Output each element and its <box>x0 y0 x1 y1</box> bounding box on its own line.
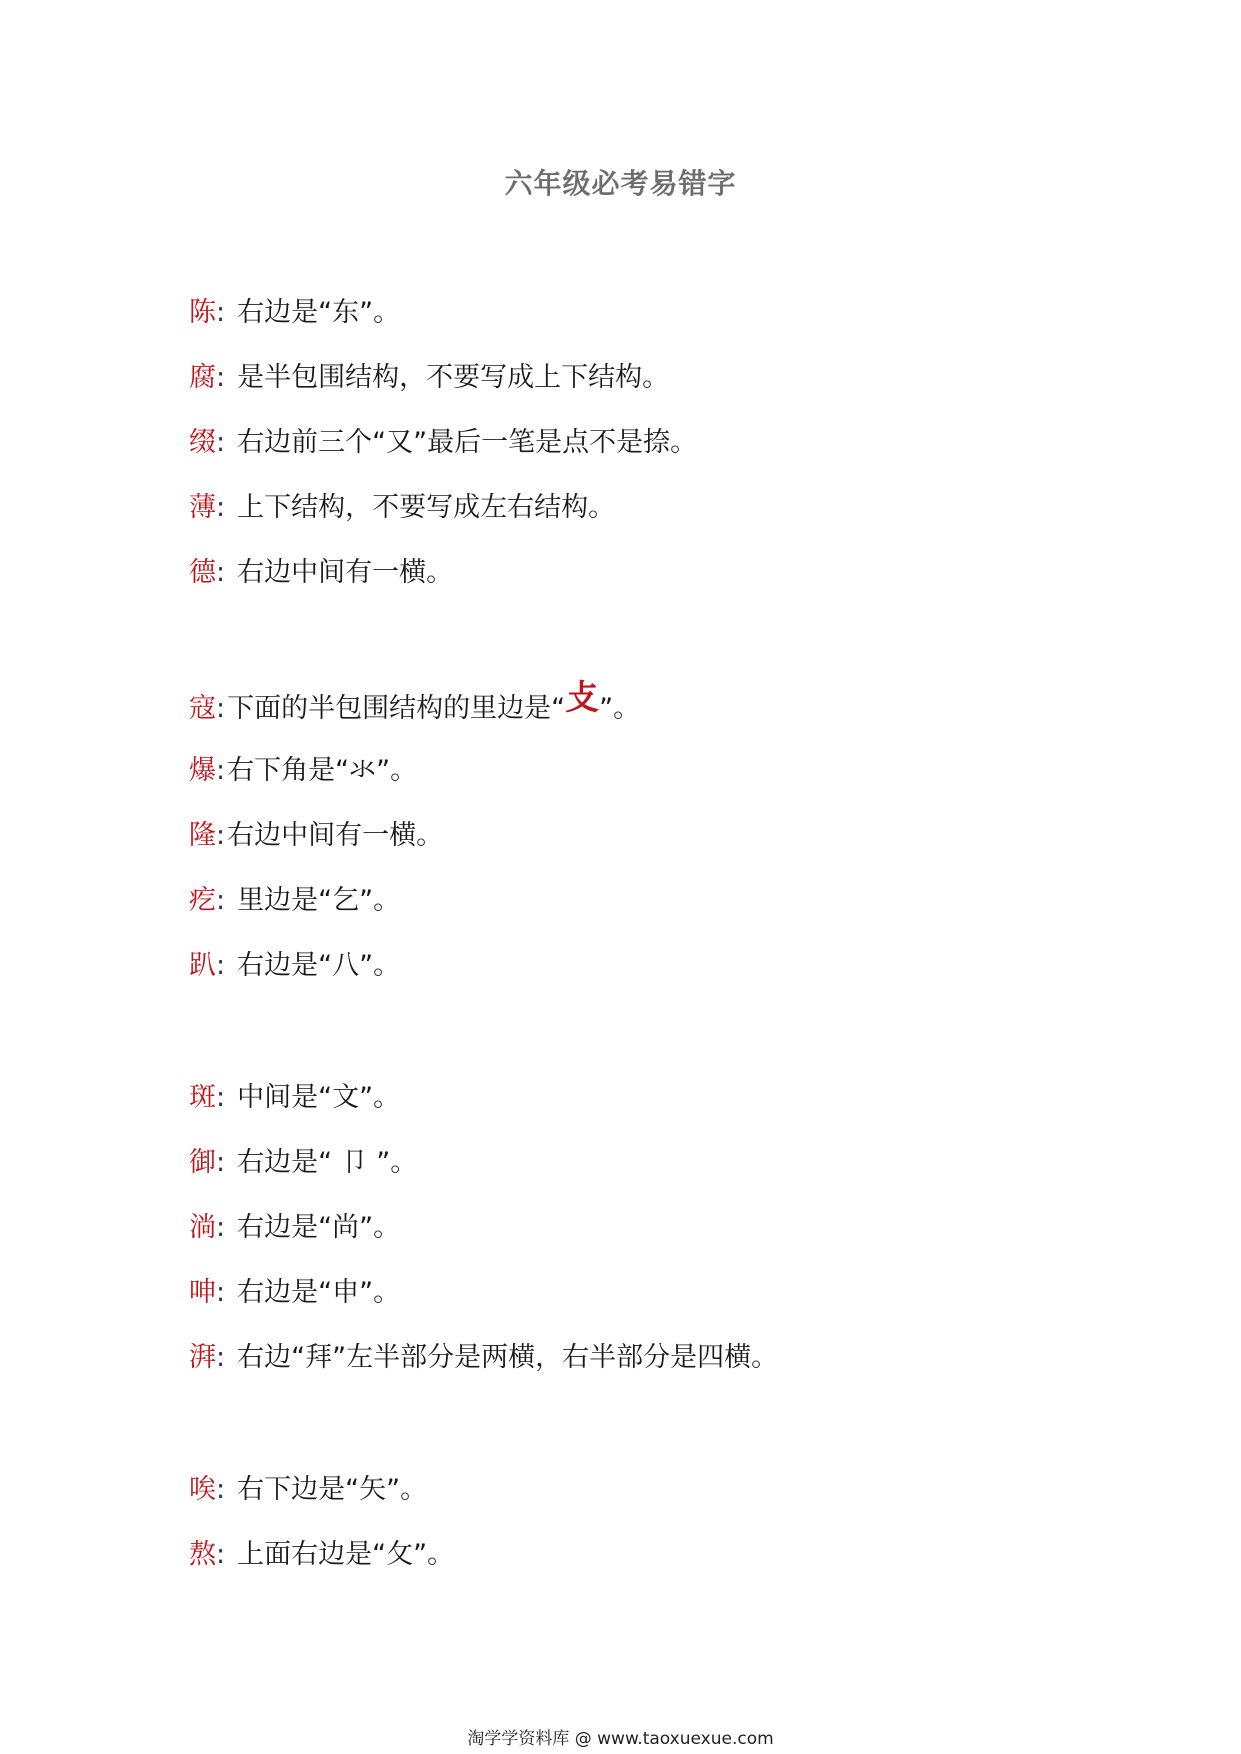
entry-group-2 <box>189 678 641 1011</box>
entry-item <box>189 1470 454 1535</box>
entry-description: 上下结构，不要写成左右结构。 <box>237 492 616 523</box>
entry-separator: : <box>216 297 226 328</box>
entry-description: 里边是“乞”。 <box>237 885 401 916</box>
entry-char: 趴 <box>189 950 216 981</box>
entry-item <box>189 946 640 1011</box>
entry-separator: : <box>216 1147 226 1178</box>
entry-description-text: ”。 <box>599 693 641 724</box>
entry-item <box>189 678 641 751</box>
entry-description: 右边是“八”。 <box>237 950 401 981</box>
entry-description: 右边是“尚”。 <box>237 1212 401 1243</box>
entry-description: 是半包围结构，不要写成上下结构。 <box>237 362 670 393</box>
entry-char: 腐 <box>189 362 216 393</box>
entry-group-3 <box>189 1078 778 1403</box>
entry-item <box>189 1535 454 1600</box>
entry-item <box>189 553 697 618</box>
page-title: 六年级必考易错字 <box>504 167 737 200</box>
entry-separator: : <box>216 820 226 851</box>
entry-char: 唉 <box>189 1474 216 1505</box>
entry-separator: : <box>216 557 226 588</box>
entry-item <box>189 1273 778 1338</box>
footer-watermark: 淘学学资料库 @ www.taoxuexue.com <box>467 1729 774 1749</box>
entry-char: 陈 <box>189 297 216 328</box>
entry-item <box>189 816 640 881</box>
entry-separator: : <box>216 1082 226 1113</box>
entry-description: 右边前三个“又”最后一笔是点不是捺。 <box>237 427 698 458</box>
entry-separator: : <box>216 1474 226 1505</box>
entry-separator: : <box>216 693 226 724</box>
entry-item <box>189 1208 778 1273</box>
entry-separator: : <box>216 1342 226 1373</box>
entry-item <box>189 1078 778 1143</box>
entry-description-text: 下面的半包围结构的里边是“ <box>227 693 566 724</box>
entry-char: 薄 <box>189 492 216 523</box>
entry-char: 斑 <box>189 1082 216 1113</box>
entry-char: 淌 <box>189 1212 216 1243</box>
entry-item <box>189 488 697 553</box>
entry-description: 右边“拜”左半部分是两横，右半部分是四横。 <box>237 1342 779 1373</box>
entry-separator: : <box>216 1539 226 1570</box>
entry-item <box>189 881 640 946</box>
entry-char: 御 <box>189 1147 216 1178</box>
entry-description: 右边中间有一横。 <box>237 557 454 588</box>
entry-separator: : <box>216 950 226 981</box>
entry-char: 熬 <box>189 1539 216 1570</box>
entry-group-4 <box>189 1470 454 1600</box>
entry-separator: : <box>216 427 226 458</box>
entry-item <box>189 1338 778 1403</box>
entry-separator: : <box>216 362 226 393</box>
entry-item <box>189 1143 778 1208</box>
entry-separator: : <box>216 755 226 786</box>
entry-separator: : <box>216 1277 226 1308</box>
entry-description: 右下边是“矢”。 <box>237 1474 428 1505</box>
entry-char: 呻 <box>189 1277 216 1308</box>
entry-separator: : <box>216 885 226 916</box>
entry-group-1 <box>189 293 697 618</box>
entry-item <box>189 423 697 488</box>
entry-description: 右下角是“氺”。 <box>227 755 418 786</box>
entry-item <box>189 293 697 358</box>
entry-char: 缀 <box>189 427 216 458</box>
entry-char: 湃 <box>189 1342 216 1373</box>
entry-char: 寇 <box>189 693 216 724</box>
entry-char: 隆 <box>189 820 216 851</box>
entry-description <box>227 678 641 724</box>
entry-char: 爆 <box>189 755 216 786</box>
entry-separator: : <box>216 1212 226 1243</box>
entry-separator: : <box>216 492 226 523</box>
entry-item <box>189 751 640 816</box>
entry-description: 上面右边是“攵”。 <box>237 1539 455 1570</box>
entry-item <box>189 358 697 423</box>
entry-description: 右边中间有一横。 <box>227 820 444 851</box>
highlighted-radical: 攴 <box>565 678 600 718</box>
entry-description: 中间是“文”。 <box>237 1082 401 1113</box>
entry-description: 右边是“东”。 <box>237 297 401 328</box>
entry-description: 右边是“申”。 <box>237 1277 401 1308</box>
entry-description: 右边是“ 卩 ”。 <box>237 1147 418 1178</box>
entry-char: 疙 <box>189 885 216 916</box>
entry-char: 德 <box>189 557 216 588</box>
